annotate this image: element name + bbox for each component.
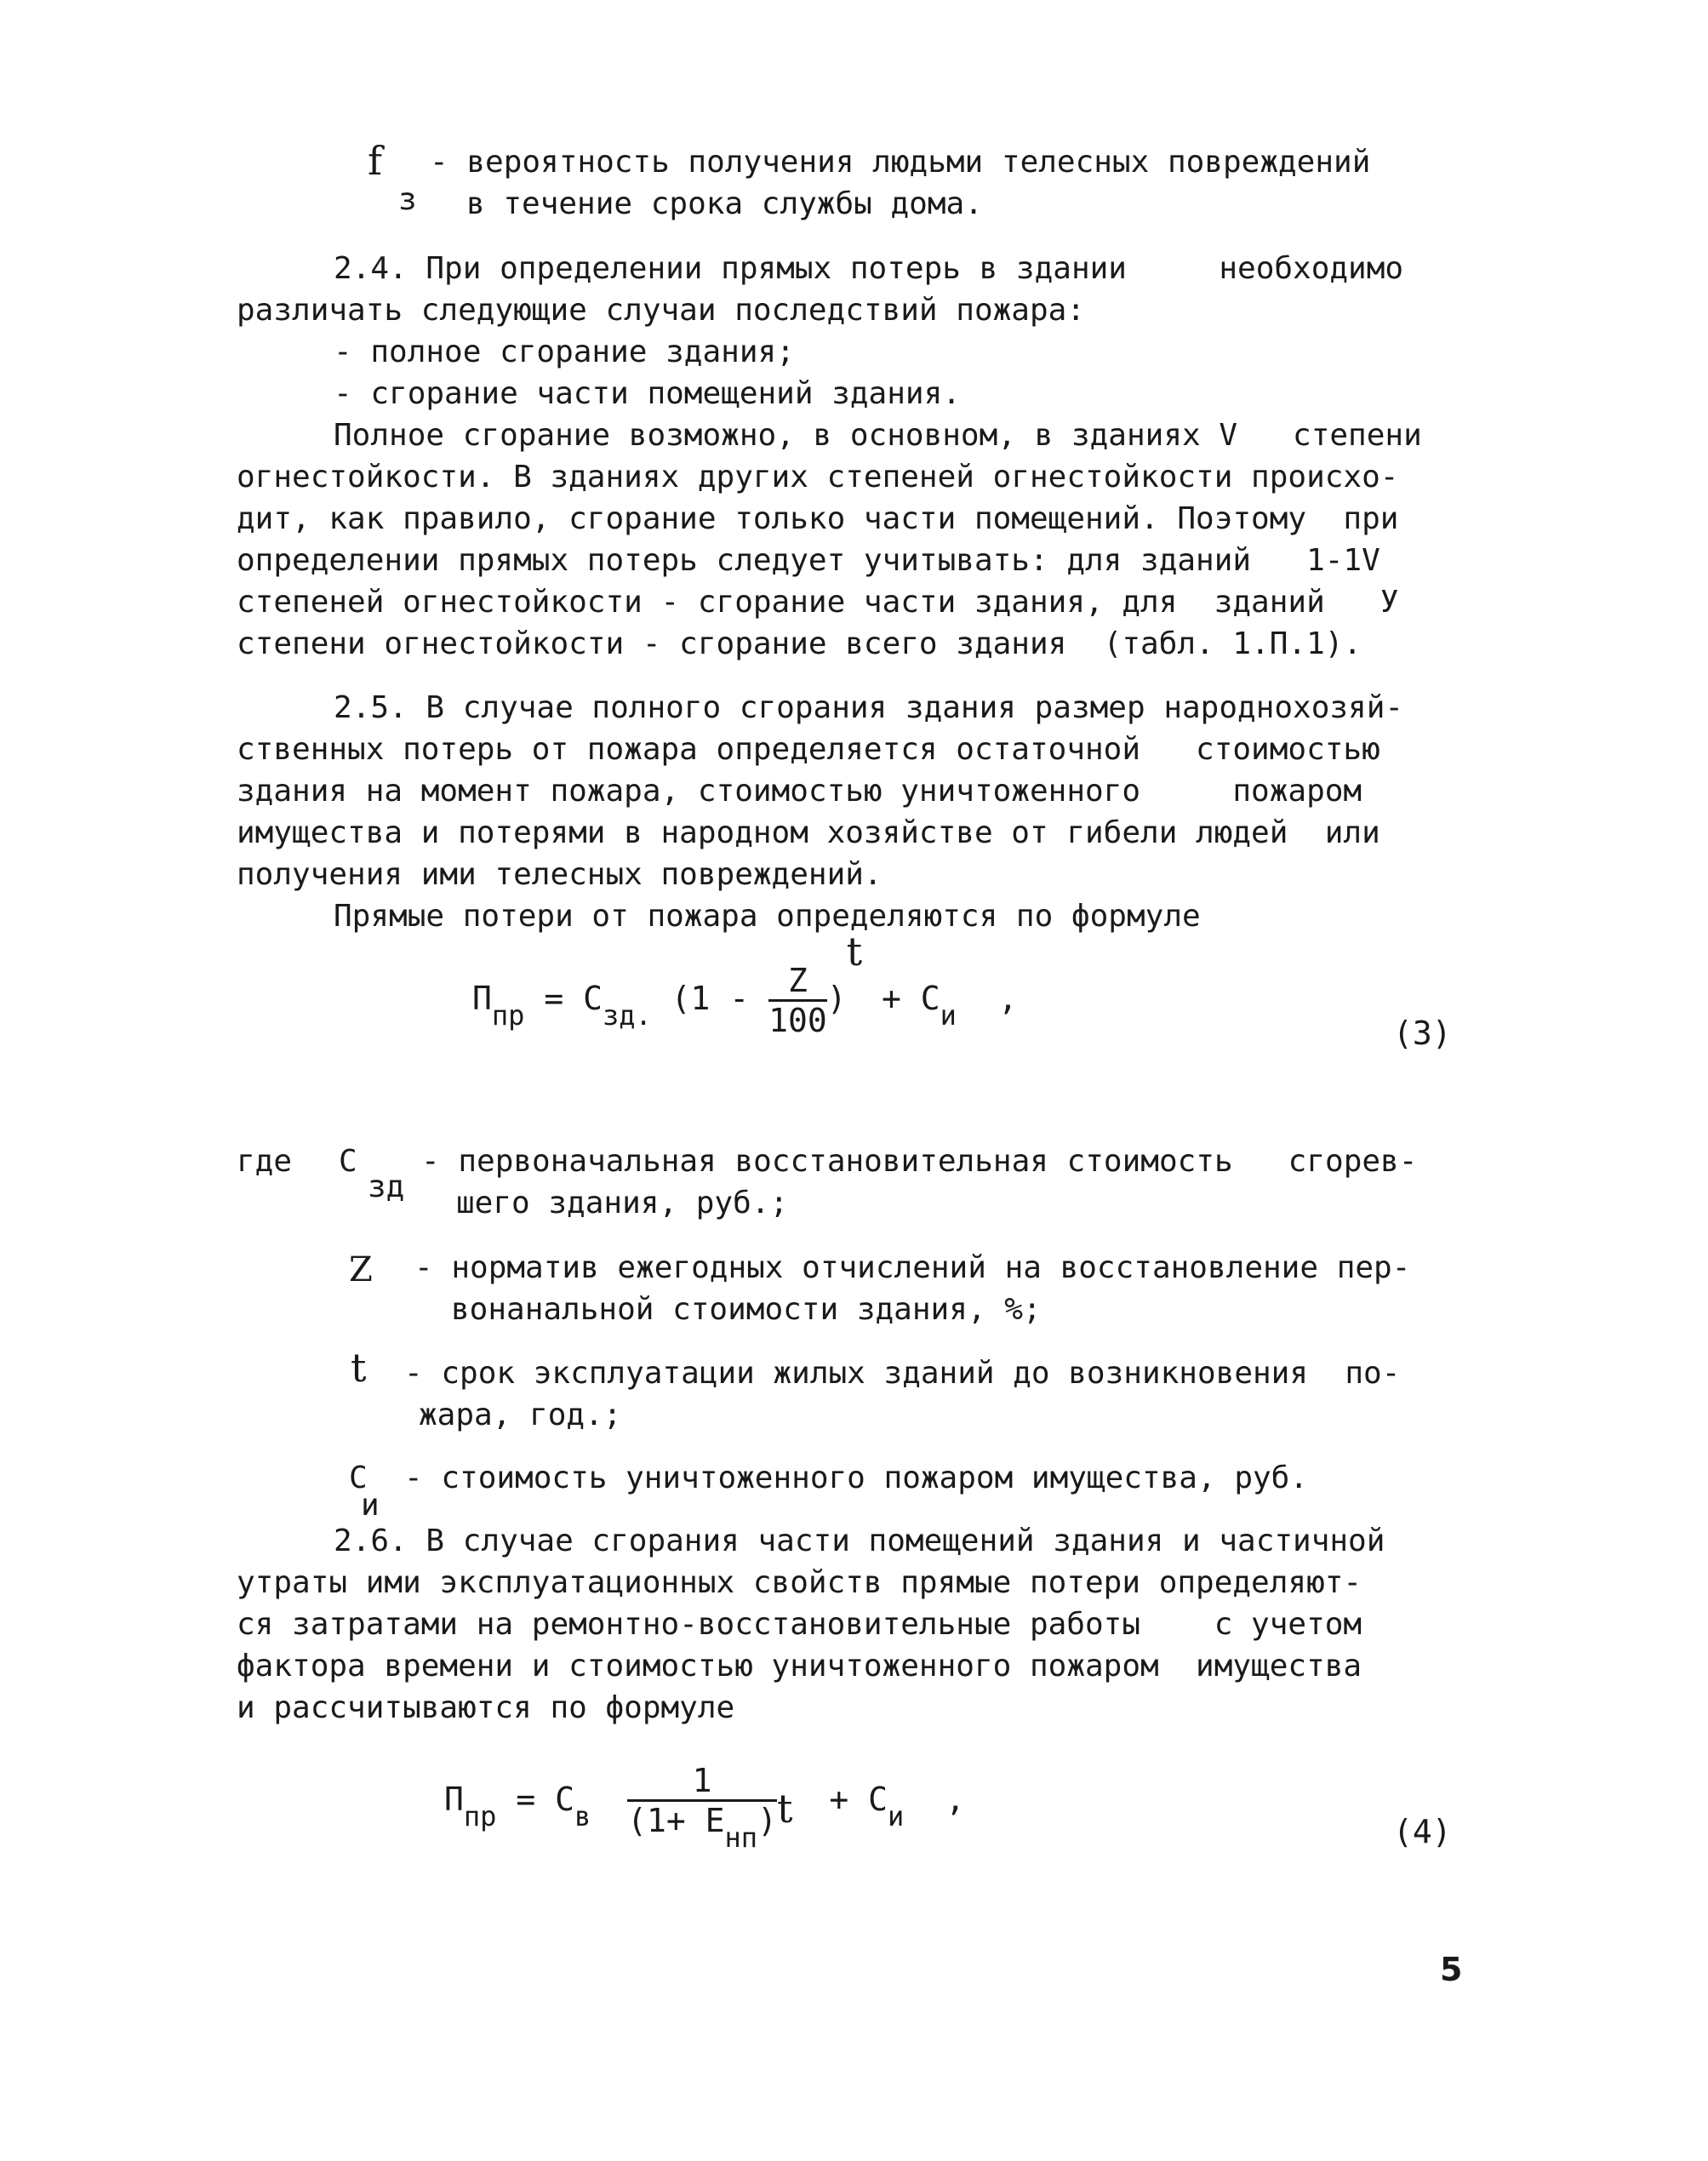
formula-4 <box>444 1762 966 1854</box>
f4-denominator <box>627 1802 777 1854</box>
intro-line-2: в течение срока службы дома. <box>466 186 983 221</box>
f4-fraction <box>627 1762 777 1854</box>
f3-open: (1 - <box>671 980 750 1017</box>
p24-line-1: 2.4. При определении прямых потерь в здании необходимо <box>334 251 1404 286</box>
p24-body-6: степени огнестойкости - сгорание всего здания (табл. 1.П.1). <box>237 626 1362 661</box>
f3-comma: , <box>997 980 1018 1017</box>
f4-comma: , <box>945 1781 966 1818</box>
def-z-symbol: Z <box>349 1250 373 1289</box>
f3-P: П <box>472 980 492 1017</box>
p26-line-5: и рассчитываются по формуле <box>237 1690 735 1725</box>
p26-line-2: утраты ими эксплуатационных свойств прямые потери определяют- <box>237 1565 1362 1600</box>
p25-line-4: имущества и потерями в народном хозяйстве от гибели людей или <box>237 815 1380 850</box>
f4-C: С <box>555 1781 574 1818</box>
p24-body-4: определении прямых потерь следует учитывать: для зданий 1-1V <box>237 543 1380 578</box>
f4-plus: + <box>829 1781 849 1818</box>
f3-C-sub: зд. <box>602 999 652 1032</box>
p26-line-4: фактора времени и стоимостью уничтоженного пожаром имущества <box>237 1649 1362 1684</box>
f4-eq: = <box>516 1781 536 1818</box>
def-t-symbol: t <box>351 1345 367 1391</box>
f3-eq: = <box>544 980 564 1017</box>
f3-denominator: 100 <box>768 1002 827 1039</box>
f3-P-sub: пр <box>491 999 525 1032</box>
f4-exp: t <box>776 1786 793 1832</box>
def-c-line-1: - первоначальная восстановительная стоимость сгорев- <box>421 1144 1418 1179</box>
p24-body-2: огнестойкости. В зданиях других степеней огнестойкости происхо- <box>237 460 1399 495</box>
f3-exp: t <box>846 929 863 975</box>
f4-C-sub: в <box>574 1800 591 1832</box>
def-z-line-2: вонанальной стоимости здания, %; <box>451 1292 1042 1327</box>
p25-line-5: получения ими телесных повреждений. <box>237 857 883 892</box>
f3-close: ) <box>826 980 847 1017</box>
p24-item-2: - сгорание части помещений здания. <box>334 376 961 411</box>
page-number: 5 <box>1440 1951 1463 1988</box>
symbol-f-sub: з <box>398 182 417 217</box>
def-t-line-1: - срок эксплуатации жилых зданий до возникновения по- <box>404 1356 1401 1391</box>
p24-line-2: различать следующие случаи последствий пожара: <box>237 293 1085 328</box>
p25-line-6: Прямые потери от пожара определяются по формуле <box>334 899 1201 934</box>
def-c-sub: зд <box>368 1169 405 1204</box>
p24-body-3: дит, как правило, сгорание только части помещений. Поэтому при <box>237 501 1399 536</box>
f3-fraction <box>768 962 827 1039</box>
f4-den-sub: нп <box>724 1821 758 1854</box>
f3-C: С <box>583 980 603 1017</box>
f4-numerator: 1 <box>627 1762 777 1802</box>
p26-line-3: ся затратами на ремонтно-восстановительные работы с учетом <box>237 1607 1362 1642</box>
f3-numerator: Z <box>768 962 827 1002</box>
symbol-f: f <box>368 138 383 184</box>
def-c-symbol: С <box>339 1144 357 1179</box>
def-t-line-2: жара, год.; <box>419 1398 622 1432</box>
formula-3 <box>472 929 1018 1039</box>
f4-P: П <box>444 1781 464 1818</box>
where-label: где <box>237 1144 293 1179</box>
intro-line-1: - вероятность получения людьми телесных повреждений <box>430 145 1371 180</box>
def-z-line-1: - норматив ежегодных отчислений на восстановление пер- <box>414 1250 1411 1285</box>
def-ci-line-1: - стоимость уничтоженного пожаром имущества, руб. <box>404 1461 1309 1495</box>
f4-Ci-sub: и <box>888 1800 905 1832</box>
p25-line-1: 2.5. В случае полного сгорания здания размер народнохозяй- <box>334 690 1404 725</box>
p24-body-5: степеней огнестойкости - сгорание части здания, для зданий У <box>237 585 1399 620</box>
def-c-line-2: шего здания, руб.; <box>456 1186 789 1221</box>
formula-3-number: (3) <box>1393 1015 1452 1052</box>
f4-Ci: С <box>868 1781 888 1818</box>
formula-4-number: (4) <box>1393 1813 1452 1850</box>
f4-den-close: ) <box>757 1802 777 1839</box>
f4-den-text: (1+ Е <box>627 1802 725 1839</box>
p25-line-3: здания на момент пожара, стоимостью уничтоженного пожаром <box>237 774 1362 809</box>
f3-Ci: С <box>920 980 940 1017</box>
f3-Ci-sub: и <box>940 999 957 1032</box>
f4-P-sub: пр <box>463 1800 497 1832</box>
p26-line-1: 2.6. В случае сгорания части помещений здания и частичной <box>334 1524 1385 1558</box>
p24-item-1: - полное сгорание здания; <box>334 334 795 369</box>
p25-line-2: ственных потерь от пожара определяется остаточной стоимостью <box>237 732 1380 767</box>
p24-body-1: Полное сгорание возможно, в основном, в зданиях V степени <box>334 418 1422 453</box>
def-ci-symbol: С <box>349 1461 368 1495</box>
def-ci-sub: и <box>361 1488 380 1523</box>
f3-plus: + <box>882 980 901 1017</box>
